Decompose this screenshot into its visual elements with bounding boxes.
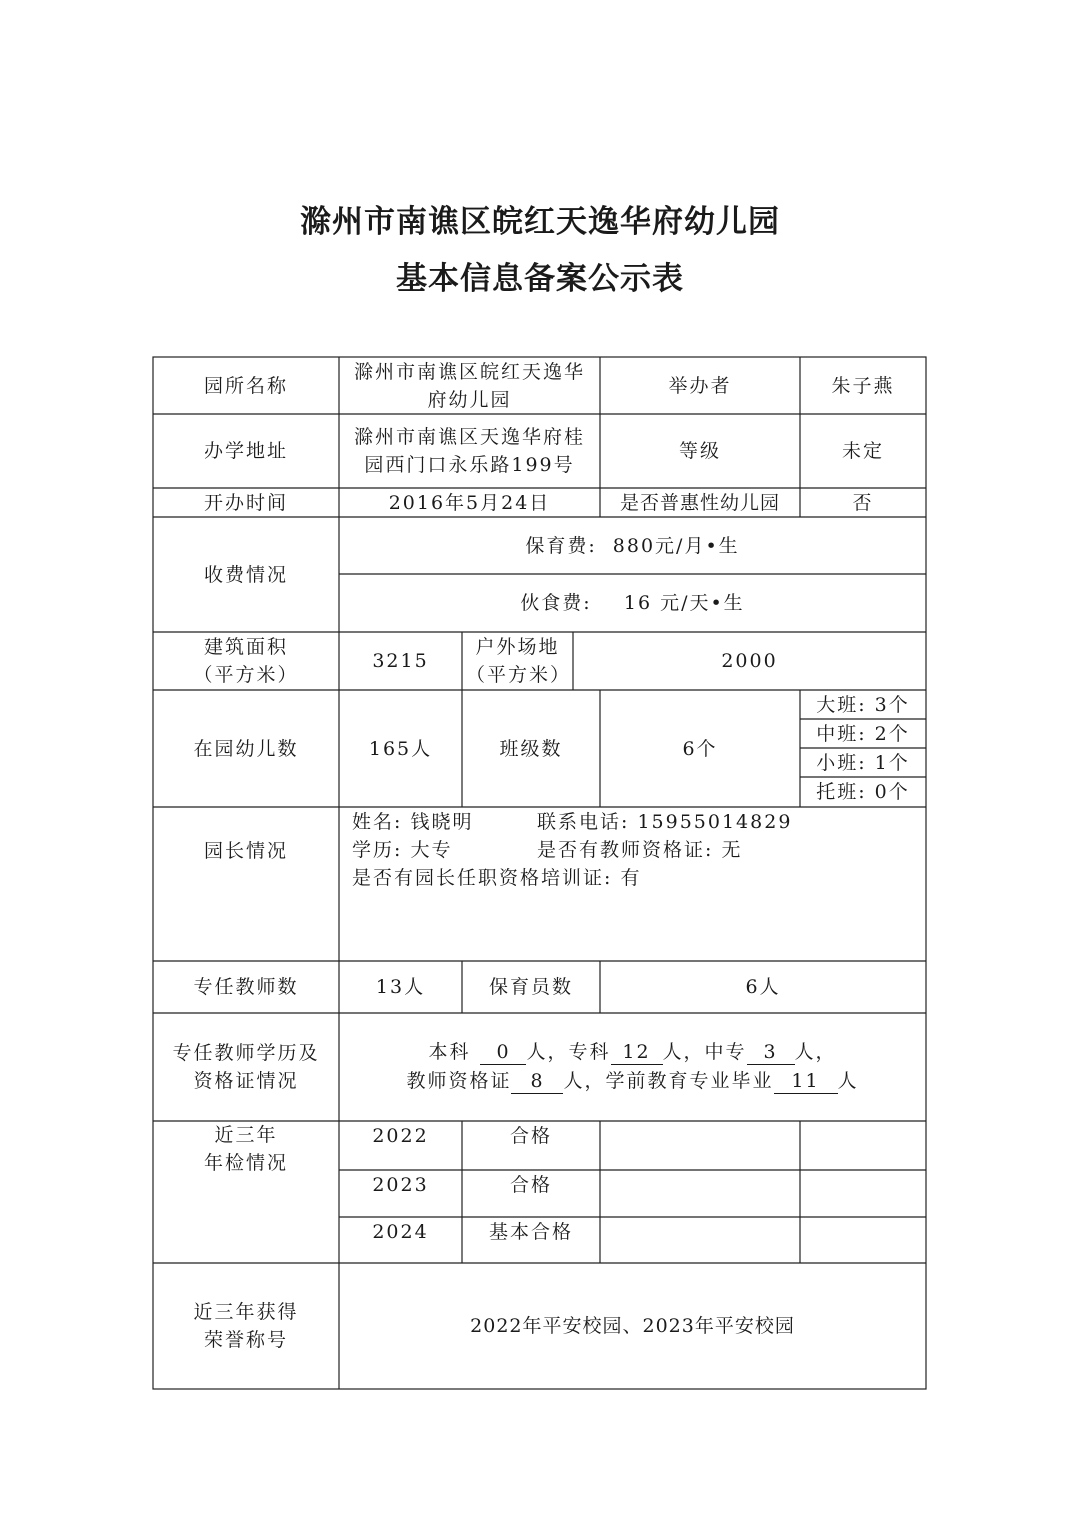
outdoor-area-value: 2000 [721, 650, 778, 672]
opening-date: 2016年5月24日 [388, 491, 551, 514]
inspection-result: 合格 [509, 1174, 552, 1196]
teacher-count: 13人 [375, 976, 426, 998]
class-breakdown-small: 小班: 1个 [816, 751, 910, 774]
inspection-result: 合格 [509, 1125, 552, 1147]
address-line1: 滁州市南谯区天逸华府桂 [353, 426, 585, 448]
certified-count: 8 [511, 1069, 563, 1094]
kindergarten-name-line2: 府幼儿园 [427, 388, 512, 411]
inspections-label-line1: 近三年 [214, 1124, 278, 1146]
director-teacher-cert: 是否有教师资格证: 无 [537, 839, 743, 861]
label-puhui: 是否普惠性幼儿园 [619, 491, 780, 514]
outdoor-area-line2: （平方米） [466, 664, 572, 686]
preschool-label: 人，学前教育专业毕业 [563, 1070, 774, 1092]
preschool-grads-count: 11 [774, 1069, 838, 1094]
qualifications-degrees [339, 1037, 926, 1067]
label-qualifications [153, 1013, 339, 1121]
inspection-result: 基本合格 [488, 1221, 573, 1243]
class-breakdown-large: 大班: 3个 [816, 693, 910, 716]
label-kindergarten-name: 园所名称 [203, 374, 288, 397]
puhui-value: 否 [852, 491, 874, 514]
inspection-year: 2023 [372, 1174, 429, 1196]
inspection-year: 2022 [372, 1125, 429, 1147]
director-name: 姓名: 钱晓明 [352, 811, 474, 833]
secondary-count: 3 [747, 1040, 795, 1065]
document-title: 滁州市南谯区皖红天逸华府幼儿园 [300, 204, 780, 240]
bachelor-count: 0 [480, 1040, 526, 1065]
label-grade: 等级 [678, 440, 721, 462]
label-organizer: 举办者 [668, 374, 732, 397]
qualifications-certificates [339, 1066, 926, 1096]
honors-label-line1: 近三年获得 [193, 1301, 299, 1323]
grade-value: 未定 [841, 440, 884, 462]
label-children-count: 在园幼儿数 [193, 737, 299, 760]
class-count: 6个 [682, 737, 718, 760]
college-count: 12 [611, 1040, 663, 1065]
kindergarten-name-line1: 滁州市南谯区皖红天逸华 [353, 360, 585, 383]
document-subtitle: 基本信息备案公示表 [396, 261, 684, 297]
college-label: 人，专科 [526, 1041, 611, 1063]
address-line2: 园西门口永乐路199号 [364, 454, 575, 476]
label-inspections [153, 1121, 339, 1177]
label-carer-count: 保育员数 [488, 976, 573, 998]
outdoor-area-line1: 户外场地 [475, 636, 560, 658]
bachelor-label: 本科 [428, 1041, 471, 1063]
care-fee: 保育费: 880元/月•生 [525, 534, 740, 557]
label-address: 办学地址 [203, 440, 288, 462]
honors-label-line2: 荣誉称号 [203, 1329, 288, 1351]
label-opening-date: 开办时间 [203, 491, 288, 514]
building-area-value: 3215 [372, 650, 429, 672]
label-outdoor-area [462, 632, 573, 690]
organizer-value: 朱子燕 [831, 374, 895, 397]
qualifications-label-line1: 专任教师学历及 [172, 1042, 320, 1064]
building-area-line1: 建筑面积 [203, 636, 288, 658]
label-fees: 收费情况 [203, 563, 288, 586]
cert-label: 教师资格证 [406, 1070, 512, 1092]
carer-count: 6人 [745, 976, 781, 998]
meal-fee: 伙食费: 16 元/天•生 [520, 592, 745, 614]
director-phone: 联系电话: 15955014829 [537, 811, 793, 833]
building-area-line2: （平方米） [193, 664, 299, 686]
label-class-count: 班级数 [499, 737, 563, 760]
inspections-label-line2: 年检情况 [203, 1152, 288, 1174]
director-principal-cert: 是否有园长任职资格培训证: 有 [352, 867, 642, 889]
honors-value: 2022年平安校园、2023年平安校园 [470, 1315, 795, 1337]
label-teacher-count: 专任教师数 [193, 976, 299, 998]
address [339, 414, 600, 488]
secondary-label: 人，中专 [662, 1041, 747, 1063]
label-director: 园长情况 [203, 840, 288, 862]
label-honors [153, 1263, 339, 1389]
class-breakdown-toddler: 托班: 0个 [816, 781, 910, 803]
degrees-tail: 人， [794, 1041, 837, 1063]
qualifications-label-line2: 资格证情况 [193, 1070, 299, 1092]
label-building-area [153, 632, 339, 690]
children-count: 165人 [368, 737, 433, 760]
director-education: 学历: 大专 [352, 839, 453, 861]
class-breakdown-middle: 中班: 2个 [816, 722, 910, 745]
certificates-tail: 人 [837, 1070, 859, 1092]
kindergarten-name [339, 357, 600, 414]
inspection-year: 2024 [372, 1221, 429, 1243]
